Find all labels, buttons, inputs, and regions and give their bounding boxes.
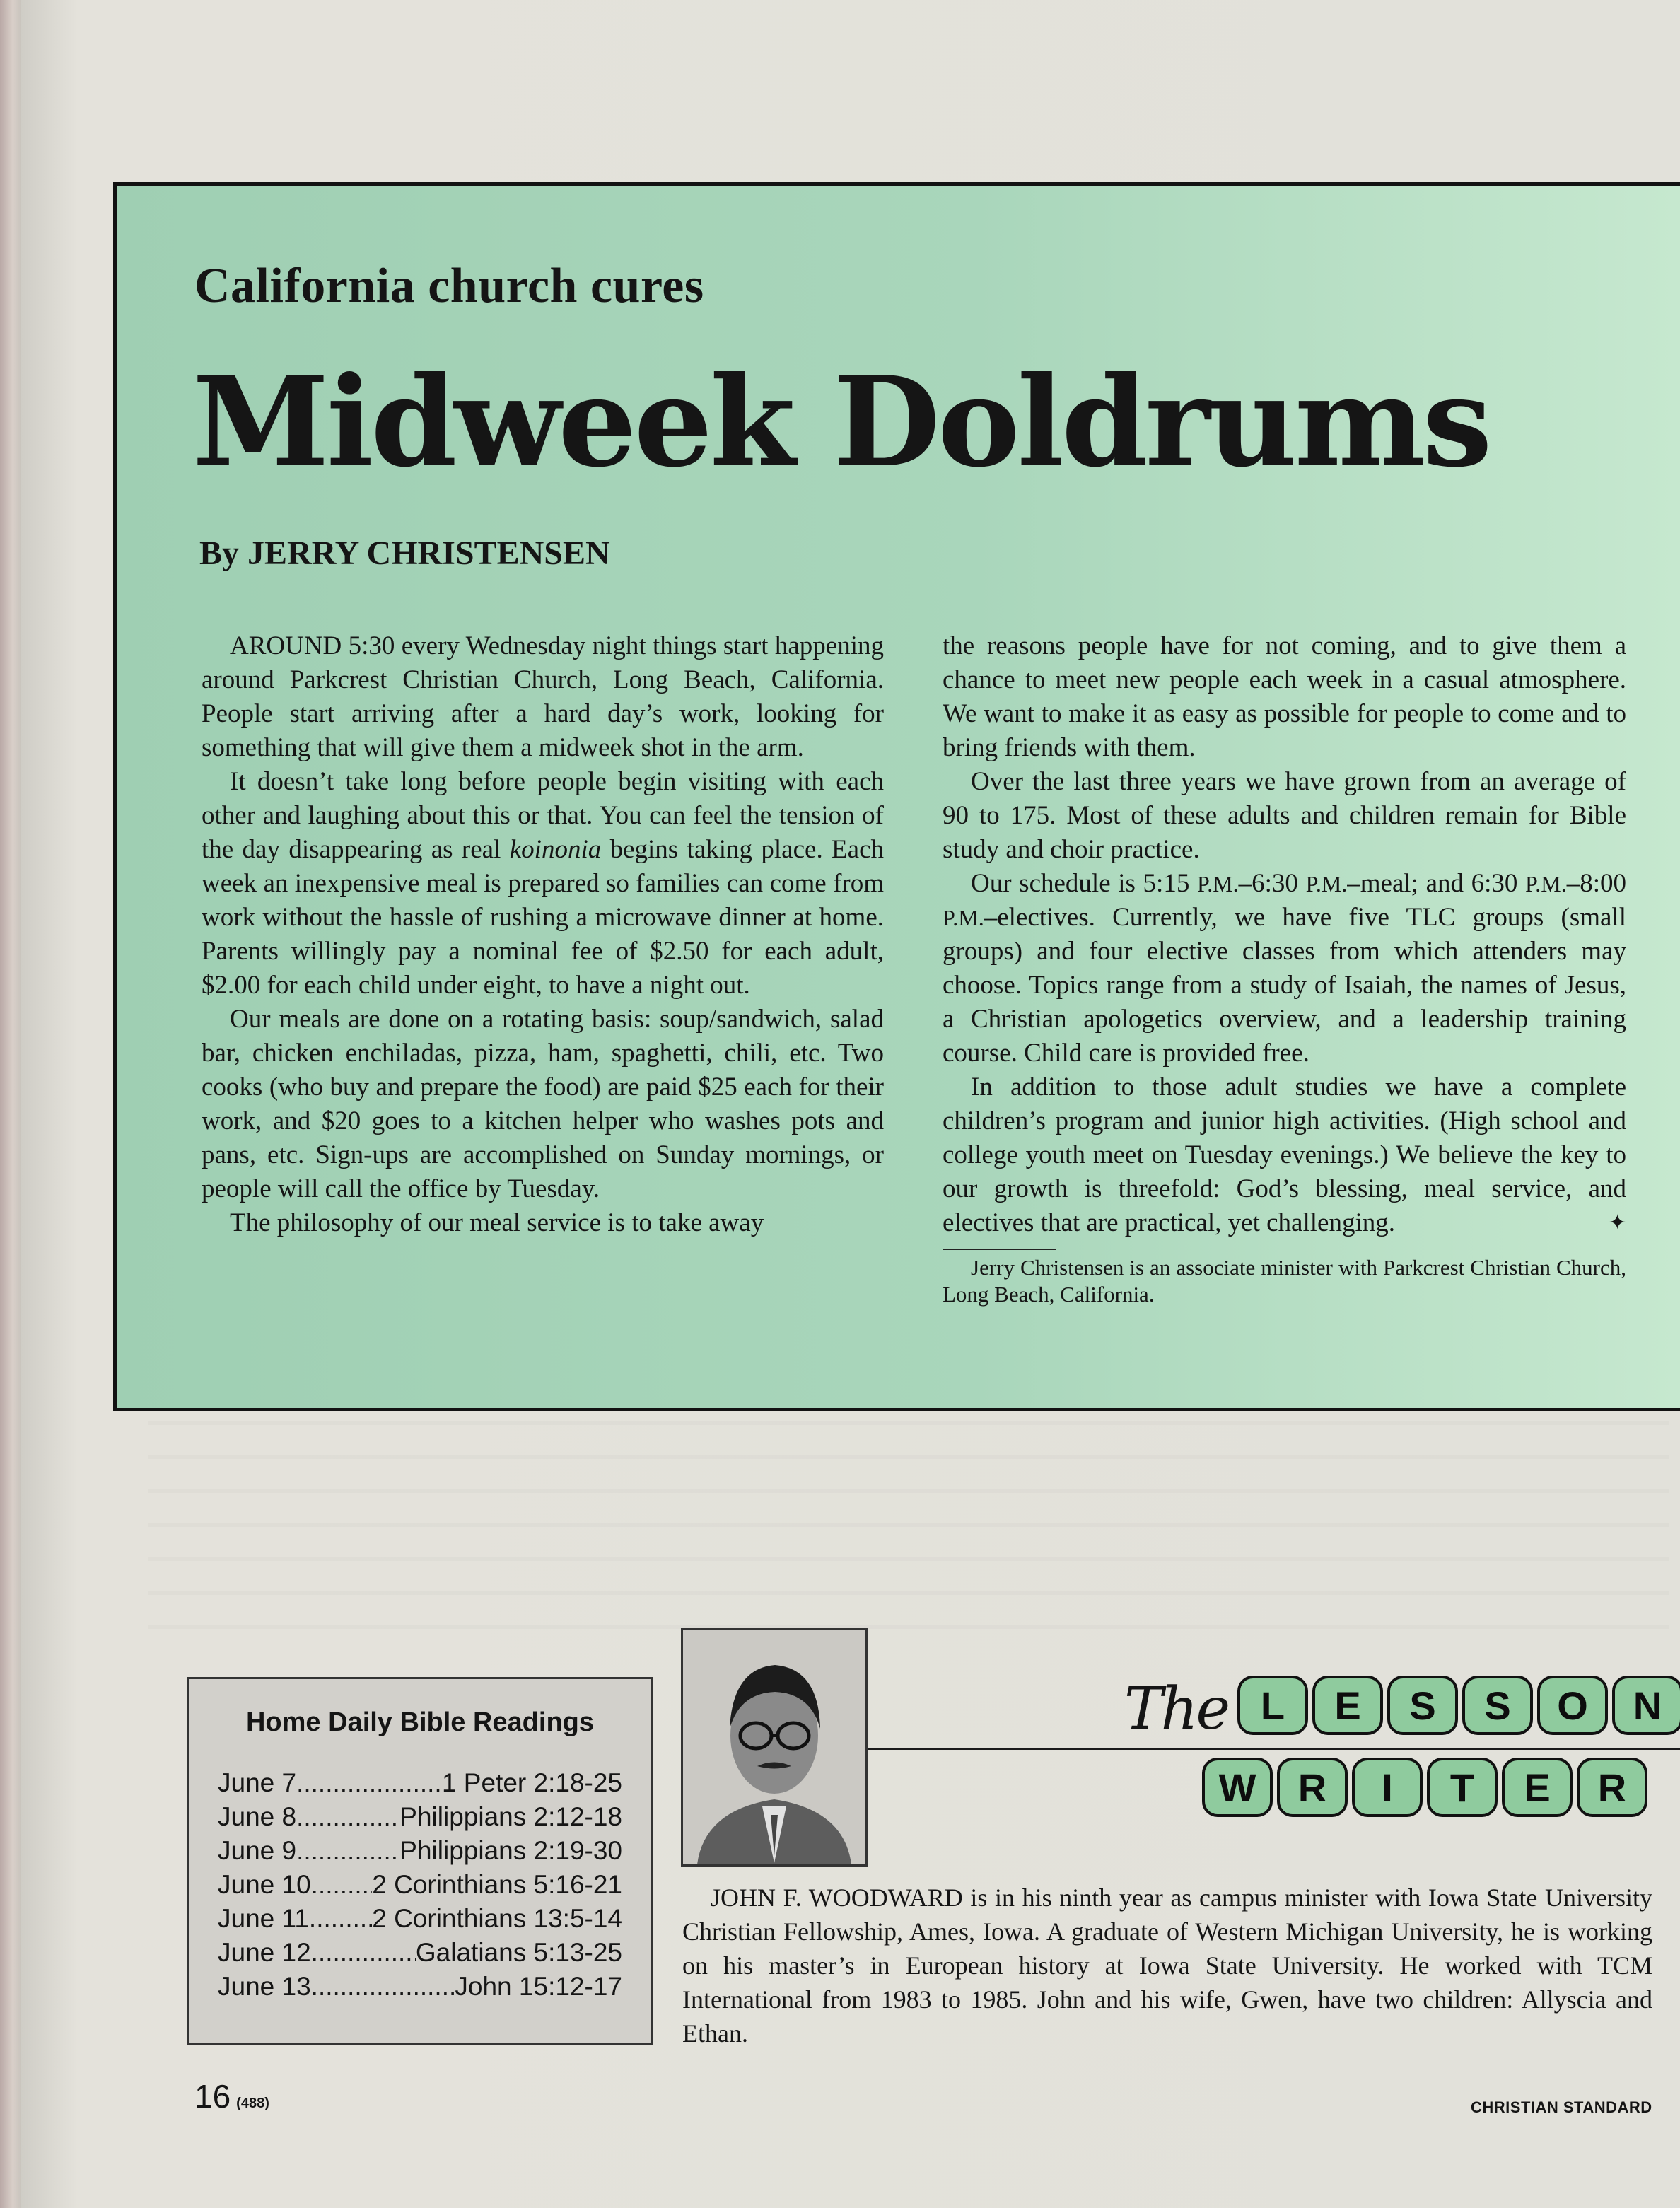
lesson-tiles (1237, 1676, 1680, 1735)
readings-title: Home Daily Bible Readings (245, 1707, 594, 1737)
reading-row (218, 1766, 622, 1800)
text-run: –electives. Currently, we have five TLC groups (small groups) and four elective classes from which attenders may choose. Topics range from a study of Isaiah, the names of Jesus, a Christian apologetics overview, and a leadership training course. Child care is provided free. (943, 903, 1626, 1068)
time-suffix: P.M. (1196, 871, 1239, 896)
text-run: –meal; and 6:30 (1347, 869, 1526, 898)
end-of-article-icon: ✦ (1608, 1210, 1626, 1235)
bible-readings-box (187, 1677, 653, 2045)
letter-tile: O (1537, 1676, 1608, 1735)
page-spine (0, 0, 21, 2208)
author-photo (681, 1628, 868, 1867)
paragraph (943, 867, 1626, 1070)
letter-tile: T (1427, 1758, 1498, 1817)
text-run: –6:30 (1238, 869, 1306, 898)
article-kicker: California church cures (194, 259, 704, 313)
reading-date: June 7 (218, 1768, 297, 1797)
reading-date: June 8 (218, 1802, 297, 1831)
reading-date: June 9 (218, 1836, 297, 1865)
page-number-text: 16 (194, 2078, 231, 2115)
time-suffix: P.M. (1305, 871, 1348, 896)
paragraph: Our meals are done on a rotating basis: soup/sandwich, salad bar, chicken enchiladas, pizza, ham, spaghetti, chili, etc. Two cooks (who buy and prepare the food) are paid $25 each for their work, and $20 goes to a kitchen helper who washes pots and pans, etc. Sign-ups are accomplished on Sunday mornings, or people will call the office by Tuesday. (202, 1005, 884, 1203)
portrait-image (683, 1630, 865, 1864)
reading-row (218, 1970, 622, 2004)
letter-tile: L (1237, 1676, 1308, 1735)
paragraph: AROUND 5:30 every Wednesday night things start happening around Parkcrest Christian Church, Long Beach, California. People start arriving after a hard day’s work, looking for something that will give them a midweek shot in the arm. (202, 631, 884, 762)
publication-name: CHRISTIAN STANDARD (1471, 2098, 1652, 2116)
text-run: Our schedule is 5:15 (971, 869, 1197, 898)
paragraph (202, 765, 884, 1003)
show-through-text (148, 1421, 1669, 1633)
letter-tile: N (1612, 1676, 1680, 1735)
reading-row (218, 1800, 622, 1834)
article-byline: By JERRY CHRISTENSEN (199, 535, 610, 572)
bio-divider (943, 1249, 1056, 1250)
lesson-writer-the: The (1124, 1676, 1229, 1743)
text-run: –8:00 (1566, 869, 1627, 898)
reading-reference: Philippians 2:12-18 (399, 1802, 622, 1831)
letter-tile: R (1577, 1758, 1647, 1817)
text-run: In addition to those adult studies we have a complete children’s program and junior high activities. (High school and college youth meet on Tuesday evenings.) We believe the key to our growth is threefold: God’s blessing, meal service, and electives that are practical, yet challenging. (943, 1073, 1626, 1237)
leader-dots (311, 1936, 416, 1970)
reading-reference: 1 Peter 2:18-25 (441, 1768, 622, 1797)
paragraph (943, 1070, 1626, 1240)
article-headline: Midweek Doldrums (192, 350, 1490, 495)
page-number (194, 2077, 269, 2115)
letter-tile: W (1202, 1758, 1273, 1817)
leader-dots (296, 1766, 442, 1800)
leader-dots (296, 1834, 399, 1868)
reading-reference: Philippians 2:19-30 (399, 1836, 622, 1865)
letter-tile: E (1502, 1758, 1573, 1817)
letter-tile: S (1387, 1676, 1458, 1735)
leader-dots (311, 1868, 373, 1902)
letter-tile: E (1312, 1676, 1383, 1735)
reading-reference: John 15:12-17 (455, 1972, 622, 2001)
article-column-2 (943, 629, 1626, 1308)
writer-tiles (1202, 1758, 1647, 1817)
paragraph: the reasons people have for not coming, and to give them a chance to meet new people each week in a casual atmosphere. We want to make it as easy as possible for people to come and to bring friends with them. (943, 631, 1626, 762)
reading-row (218, 1868, 622, 1902)
letter-tile: I (1352, 1758, 1423, 1817)
reading-row (218, 1936, 622, 1970)
leader-dots (309, 1902, 372, 1936)
letter-tile: S (1462, 1676, 1533, 1735)
paragraph: The philosophy of our meal service is to take away (230, 1208, 764, 1237)
paragraph: JOHN F. WOODWARD is in his ninth year as campus minister with Iowa State University Christian Fellowship, Ames, Iowa. A graduate of Western Michigan University, he is working on his master’s in European history at Iowa State University. He worked with TCM International from 1983 to 1985. John and his wife, Gwen, have two children: Allyscia and Ethan. (682, 1883, 1652, 2048)
leader-dots (296, 1800, 399, 1834)
reading-reference: 2 Corinthians 5:16-21 (372, 1870, 622, 1899)
reading-reference: 2 Corinthians 13:5-14 (372, 1904, 622, 1933)
time-suffix: P.M. (943, 905, 984, 930)
reading-date: June 12 (218, 1938, 311, 1967)
time-suffix: P.M. (1525, 871, 1567, 896)
reading-date: June 13 (218, 1972, 311, 2001)
italic-term: koinonia (509, 835, 602, 864)
text-run: begins taking place. Each week an inexpensive meal is prepared so families can come from work without the hassle of rushing a microwave dinner at home. Parents willingly pay a nominal fee of $2.50 for each adult, $2.00 for each child under eight, to have a night out. (202, 835, 884, 1000)
reading-row (218, 1834, 622, 1868)
article-column-1 (202, 629, 884, 1240)
lesson-writer-bio (682, 1881, 1652, 2050)
paragraph: Over the last three years we have grown from an average of 90 to 175. Most of these adults and children remain for Bible study and choir practice. (943, 767, 1626, 864)
text-run: It doesn’t take long before people begin visiting with each other and laughing about this or that. You can feel the tension of the day disappearing as real (202, 767, 884, 864)
reading-date: June 11 (218, 1904, 309, 1933)
page-number-sub: (488) (236, 2096, 269, 2111)
reading-row (218, 1902, 622, 1936)
reading-date: June 10 (218, 1870, 311, 1899)
letter-tile: R (1277, 1758, 1348, 1817)
connector-line (868, 1748, 1680, 1750)
author-bio: Jerry Christensen is an associate minister with Parkcrest Christian Church, Long Beach, California. (943, 1255, 1626, 1307)
leader-dots (311, 1970, 455, 2004)
reading-reference: Galatians 5:13-25 (415, 1938, 622, 1967)
